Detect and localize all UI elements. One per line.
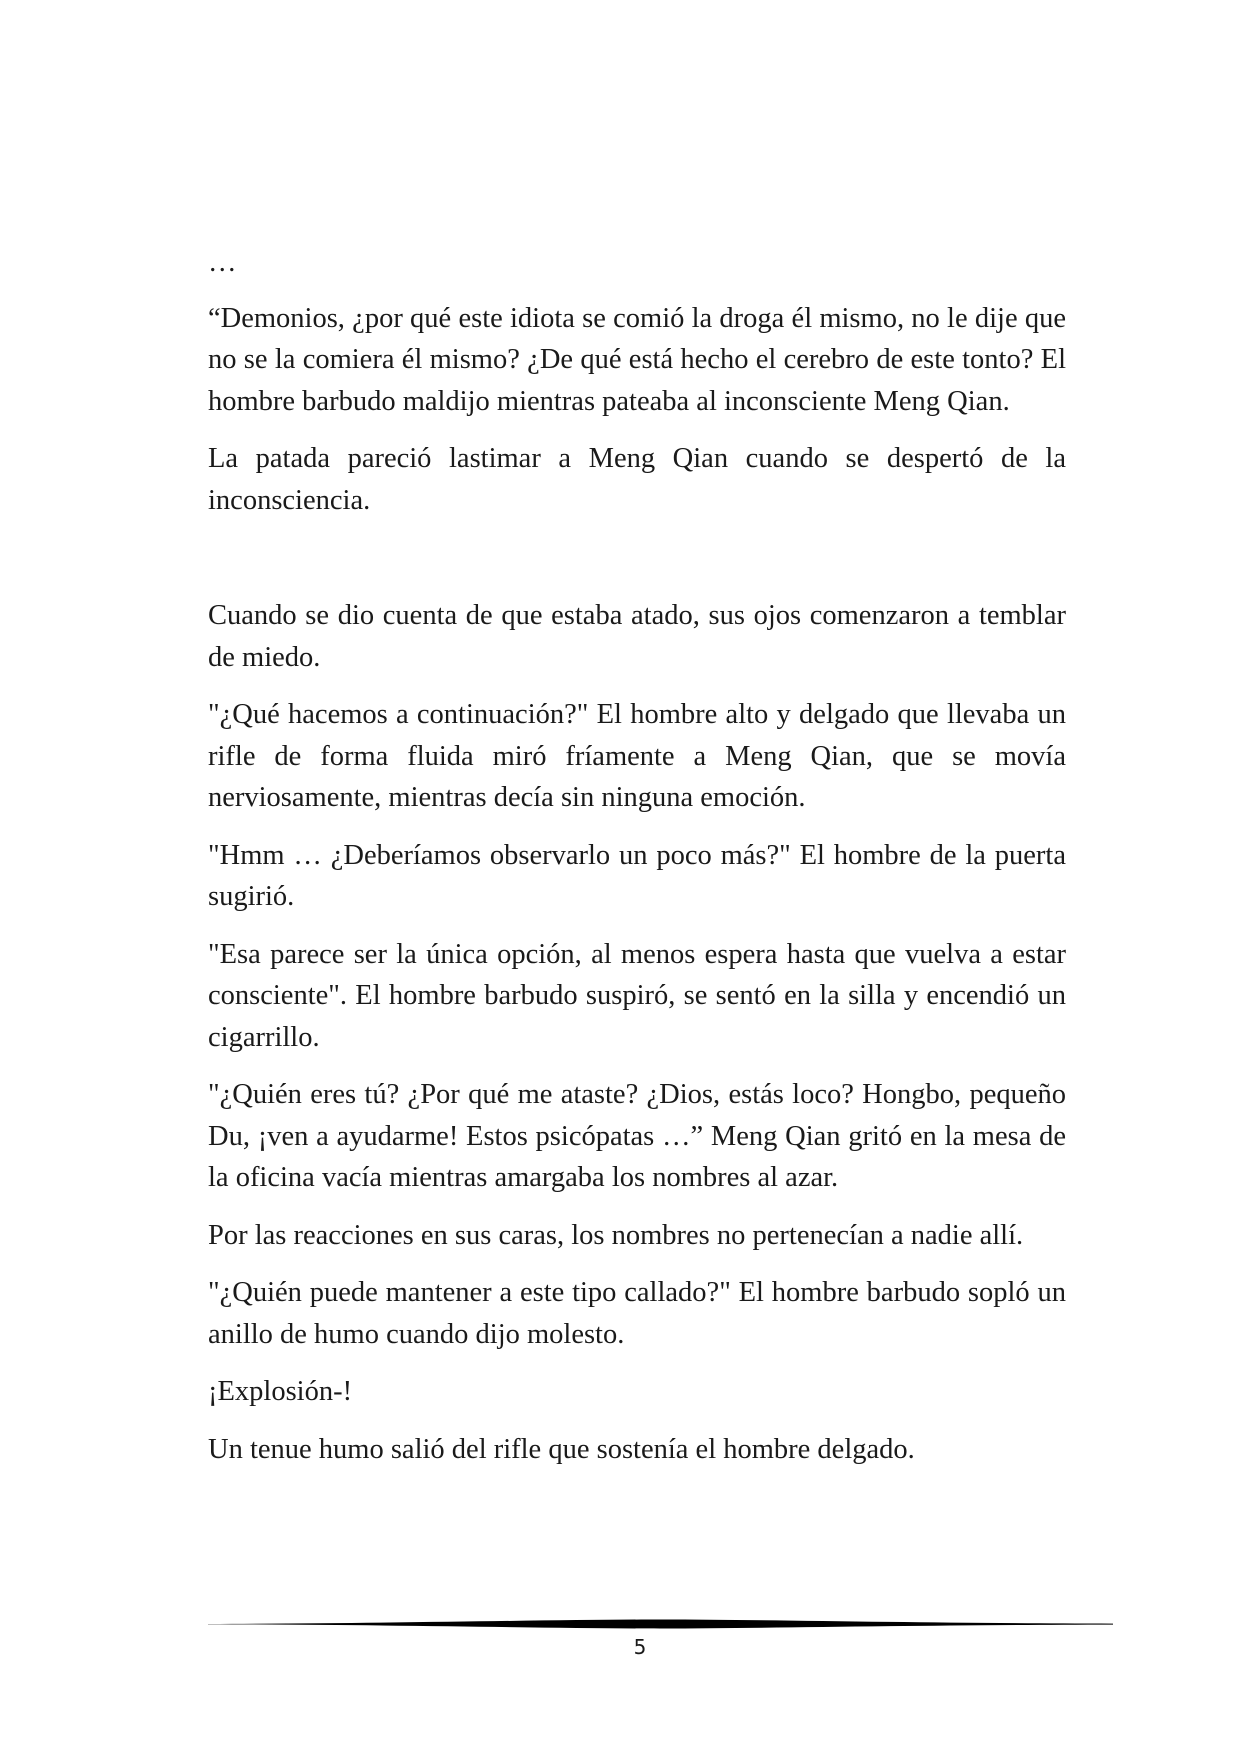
page-number: 5 — [633, 1635, 647, 1659]
footer-divider — [208, 1618, 1113, 1630]
paragraph: ¡Explosión-! — [208, 1376, 353, 1407]
paragraph: "¿Qué hacemos a continuación?" El hombre alto y delgado que llevaba un rifle de forma fluida miró fríamente a Meng Qian, que se movía nerviosamente, mientras decía sin ninguna emoción. — [208, 699, 1066, 813]
paragraph: Un tenue humo salió del rifle que sostenía el hombre delgado. — [208, 1433, 915, 1465]
paragraph: Por las reacciones en sus caras, los nombres no pertenecían a nadie allí. — [208, 1219, 1024, 1251]
paragraph: "Esa parece ser la única opción, al menos espera hasta que vuelva a estar consciente". El hombre barbudo suspiró, se sentó en la silla y encendió un cigarrillo. — [208, 938, 1066, 1053]
paragraph: "¿Quién eres tú? ¿Por qué me ataste? ¿Dios, estás loco? Hongbo, pequeño Du, ¡ven a ayudarme! Estos psicópatas …” Meng Qian gritó en la mesa de la oficina vacía mientras amargaba los nombres al azar. — [208, 1079, 1066, 1193]
paragraph: La patada pareció lastimar a Meng Qian cuando se despertó de la inconsciencia. — [208, 443, 1066, 516]
paragraph-ellipsis: … — [208, 247, 237, 278]
paragraph: Cuando se dio cuenta de que estaba atado, sus ojos comenzaron a temblar de miedo. — [208, 600, 1066, 673]
paragraph: "¿Quién puede mantener a este tipo callado?" El hombre barbudo sopló un anillo de humo cuando dijo molesto. — [208, 1277, 1066, 1350]
body-text — [208, 242, 1066, 1486]
paragraph: "Hmm … ¿Deberíamos observarlo un poco más?" El hombre de la puerta sugirió. — [208, 839, 1066, 912]
paragraph: “Demonios, ¿por qué este idiota se comió la droga él mismo, no le dije que no se la comiera él mismo? ¿De qué está hecho el cerebro de este tonto? El hombre barbudo maldijo mientras pateaba al inconsciente Meng Qian. — [208, 302, 1066, 417]
